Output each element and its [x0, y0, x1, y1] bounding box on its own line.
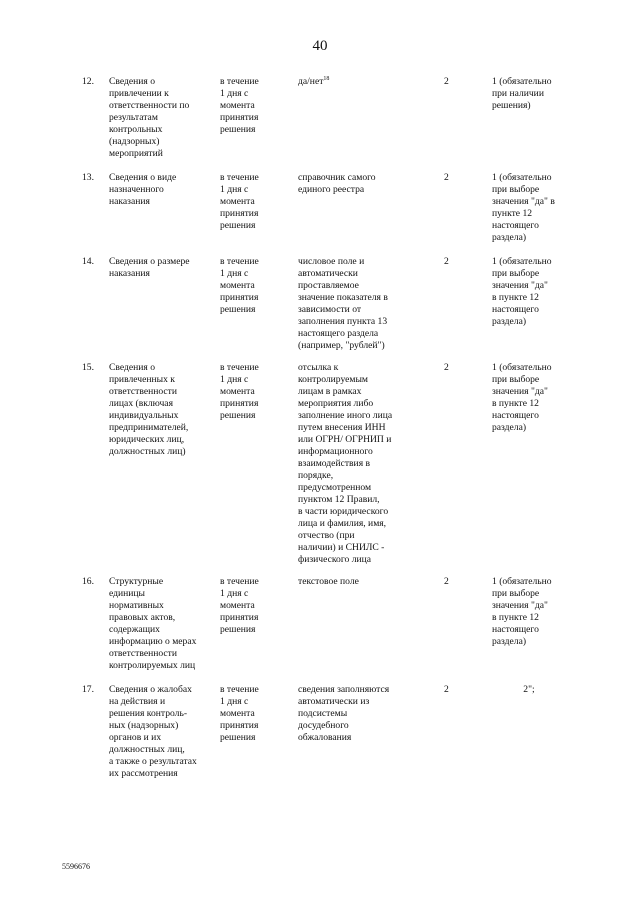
row-number: 17. [82, 684, 94, 695]
row-term: в течение 1 дня с момента принятия решения [220, 362, 259, 421]
row-name: Сведения о размере наказания [109, 256, 190, 279]
row-format: справочник самого единого реестра [298, 172, 376, 195]
row-term: в течение 1 дня с момента принятия решения [220, 76, 259, 135]
document-id: 5596676 [62, 862, 90, 871]
row-mandatory: 1 (обязательно при наличии решения) [492, 76, 552, 111]
row-number: 12. [82, 76, 94, 87]
row-name: Сведения о привлечении к ответственности по результатам контрольных (надзорных) мероприятий [109, 76, 190, 159]
footnote-mark: 18 [323, 75, 330, 82]
row-count: 2 [444, 576, 449, 587]
row-number: 14. [82, 256, 94, 267]
row-count: 2 [444, 362, 449, 373]
row-format: отсылка к контролируемым лицам в рамках мероприятия либо заполнение иного лица путем внесения ИНН или ОГРН/ ОГРНИП и информационного взаимодействия в порядке, предусмотренном пунктом 12 Правил, в части юридического лица и фамилия, имя, отчество (при наличии) и СНИЛС - физического лица [298, 362, 393, 565]
row-term: в течение 1 дня с момента принятия решения [220, 172, 259, 231]
row-mandatory: 1 (обязательно при выборе значения "да" в пункте 12 настоящего раздела) [492, 172, 555, 243]
row-format: текстовое поле [298, 576, 359, 587]
row-term: в течение 1 дня с момента принятия решения [220, 684, 259, 743]
row-name: Сведения о жалобах на действия и решения контроль- ных (надзорных) органов и их должностных лиц, а также о результатах их рассмотрения [109, 684, 197, 779]
row-number: 16. [82, 576, 94, 587]
row-term: в течение 1 дня с момента принятия решения [220, 256, 259, 315]
row-number: 15. [82, 362, 94, 373]
row-name: Сведения о виде назначенного наказания [109, 172, 177, 207]
row-name: Структурные единицы нормативных правовых актов, содержащих информацию о мерах ответственности контролируемых лиц [109, 576, 197, 671]
page-number: 40 [312, 38, 328, 54]
row-count: 2 [444, 76, 449, 87]
row-term: в течение 1 дня с момента принятия решения [220, 576, 259, 635]
row-format: числовое поле и автоматически проставляемое значение показателя в зависимости от заполнения пункта 13 настоящего раздела (например, "рублей") [298, 256, 388, 351]
row-count: 2 [444, 256, 449, 267]
row-format [298, 76, 416, 88]
row-format: сведения заполняются автоматически из подсистемы досудебного обжалования [298, 684, 390, 743]
row-mandatory: 1 (обязательно при выборе значения "да" в пункте 12 настоящего раздела) [492, 256, 552, 327]
row-number: 13. [82, 172, 94, 183]
row-mandatory: 1 (обязательно при выборе значения "да" в пункте 12 настоящего раздела) [492, 576, 552, 647]
row-count: 2 [444, 172, 449, 183]
row-mandatory: 2"; [523, 684, 535, 695]
format-text: да/нет [298, 76, 324, 87]
row-name: Сведения о привлеченных к ответственности лицах (включая индивидуальных предпринимателей, юридических лиц, должностных лиц) [109, 362, 189, 457]
row-count: 2 [444, 684, 449, 695]
row-mandatory: 1 (обязательно при выборе значения "да" в пункте 12 настоящего раздела) [492, 362, 552, 433]
